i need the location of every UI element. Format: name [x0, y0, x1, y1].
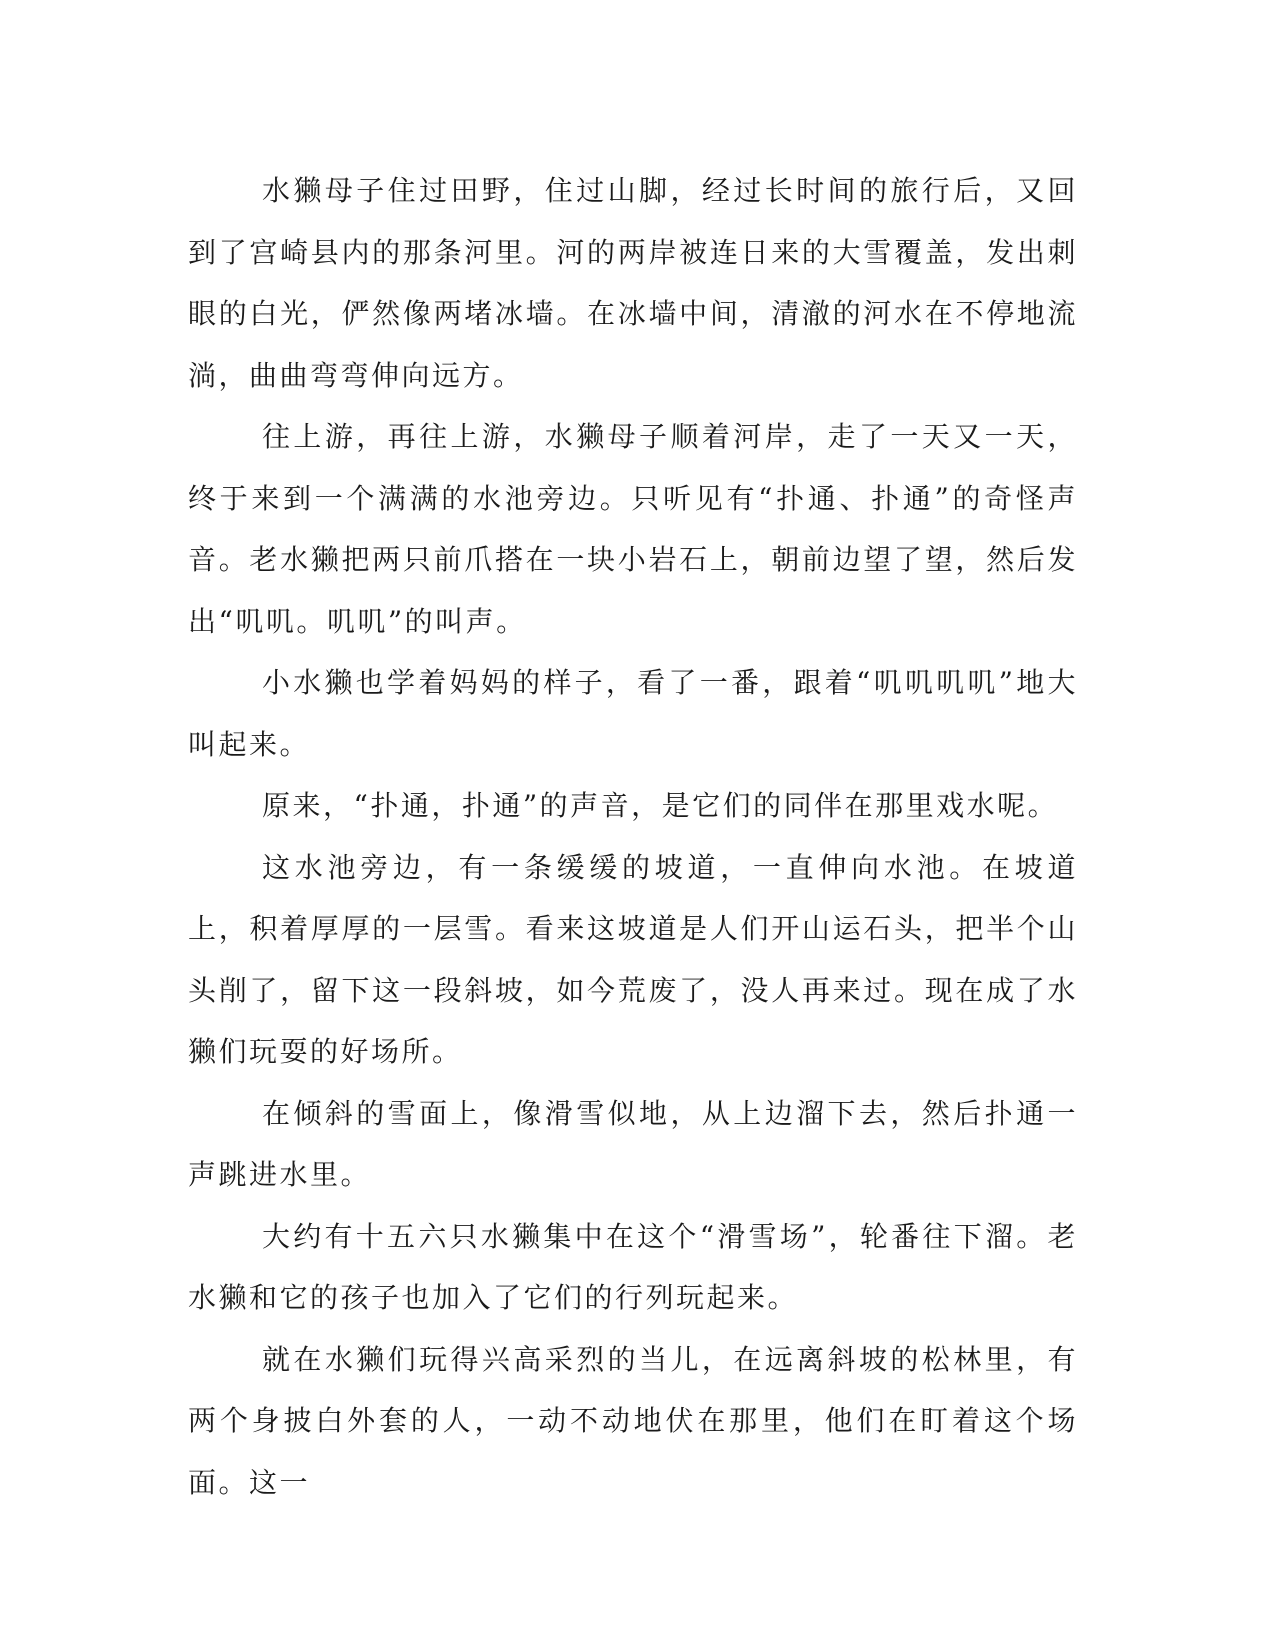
paragraph-2: 往上游，再往上游，水獭母子顺着河岸，走了一天又一天，终于来到一个满满的水池旁边。只听见有“扑通、扑通”的奇怪声音。老水獭把两只前爪搭在一块小岩石上，朝前边望了望，然后发出“叽叽。叽叽”的叫声。: [188, 420, 1078, 638]
paragraph-4: 原来，“扑通，扑通”的声音，是它们的同伴在那里戏水呢。: [262, 789, 1059, 822]
paragraph-3: 小水獭也学着妈妈的样子，看了一番，跟着“叽叽叽叽”地大叫起来。: [188, 666, 1078, 761]
paragraph-1: 水獭母子住过田野，住过山脚，经过长时间的旅行后，又回到了宫崎县内的那条河里。河的两岸被连日来的大雪覆盖，发出刺眼的白光，俨然像两堵冰墙。在冰墙中间，清澈的河水在不停地流淌，曲曲弯弯伸向远方。: [188, 174, 1078, 392]
paragraph-6: 在倾斜的雪面上，像滑雪似地，从上边溜下去，然后扑通一声跳进水里。: [188, 1096, 1078, 1191]
paragraph-8: 就在水獭们玩得兴高采烈的当儿，在远离斜坡的松林里，有两个身披白外套的人，一动不动地伏在那里，他们在盯着这个场面。这一: [188, 1342, 1078, 1499]
paragraph-7: 大约有十五六只水獭集中在这个“滑雪场”，轮番往下溜。老水獭和它的孩子也加入了它们的行列玩起来。: [188, 1219, 1078, 1314]
paragraph-5: 这水池旁边，有一条缓缓的坡道，一直伸向水池。在坡道上，积着厚厚的一层雪。看来这坡道是人们开山运石头，把半个山头削了，留下这一段斜坡，如今荒废了，没人再来过。现在成了水獭们玩耍的好场所。: [188, 850, 1078, 1068]
document-body: [188, 160, 1078, 1513]
